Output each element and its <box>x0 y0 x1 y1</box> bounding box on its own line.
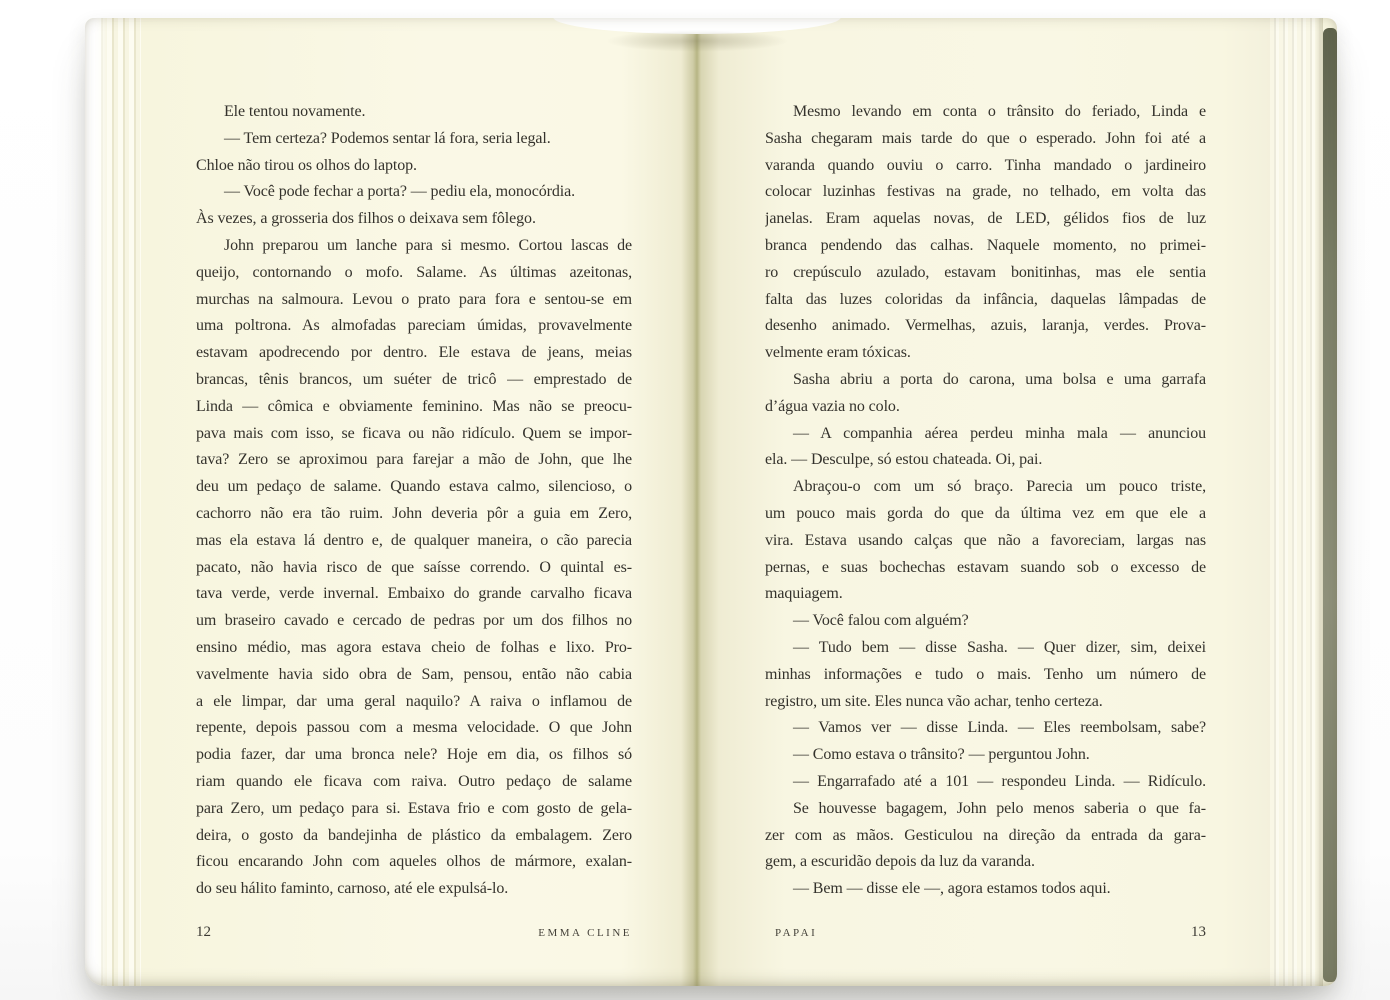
text-line: vavelmente havia sido obra de Sam, pensou, então não cabia <box>196 665 632 683</box>
text-line: queijo, contornando o mofo. Salame. As últimas azeitonas, <box>196 263 632 281</box>
text-line: ficou encarando John com aqueles olhos de mármore, exalan- <box>196 853 632 871</box>
text-line: Sasha abriu a porta do carona, uma bolsa e uma garrafa <box>793 370 1206 388</box>
text-line: Abraçou-o com um só braço. Parecia um pouco triste, <box>793 478 1206 496</box>
text-line: branca pendendo das calhas. Naquele momento, no primei- <box>765 236 1206 254</box>
text-line: Ele tentou novamente. <box>224 103 366 120</box>
text-line: — Tudo bem — disse Sasha. — Quer dizer, sim, deixei <box>793 638 1206 656</box>
page-number-left: 12 <box>196 924 211 940</box>
text-line: registro, um site. Eles nunca vão achar, tenho certeza. <box>765 692 1103 710</box>
text-line: brancas, tênis brancos, um suéter de tricô — emprestado de <box>196 370 632 388</box>
text-line: Se houvesse bagagem, John pelo menos saberia o que fa- <box>793 799 1206 817</box>
text-line: zer com as mãos. Gesticulou na direção da entrada da gara- <box>765 826 1206 844</box>
text-line: pacato, não havia risco de que saísse correndo. O quintal es- <box>196 558 632 576</box>
text-line: — Bem — disse ele —, agora estamos todos aqui. <box>793 880 1111 898</box>
text-line: varanda quando ouviu o carro. Tinha mandado o jardineiro <box>765 156 1206 174</box>
text-line: ensino médio, mas agora estava cheio de folhas e lixo. Pro- <box>196 638 632 656</box>
left-page-text <box>196 99 632 903</box>
page-edges-left <box>85 18 143 986</box>
text-line: Às vezes, a grosseria dos filhos o deixava sem fôlego. <box>196 210 536 228</box>
open-book <box>85 18 1337 986</box>
text-line: — Tem certeza? Podemos sentar lá fora, seria legal. <box>224 129 551 147</box>
text-line: d’água vazia no colo. <box>765 397 900 415</box>
text-line: a ele limpar, dar uma geral naquilo? A raiva o inflamou de <box>196 692 632 710</box>
text-line: Sasha chegaram mais tarde do que o esperado. John foi até a <box>765 129 1206 147</box>
text-line: Chloe não tirou os olhos do laptop. <box>196 156 417 174</box>
text-line: murchas na salmoura. Levou o prato para fora e sentou-se em <box>196 290 632 308</box>
running-footer-author: EMMA CLINE <box>538 927 632 939</box>
page-number-right: 13 <box>1191 924 1206 940</box>
text-line: — A companhia aérea perdeu minha mala — anunciou <box>793 424 1206 442</box>
text-line: deira, o gosto da bandejinha de plástico da embalagem. Zero <box>196 826 632 844</box>
text-line: falta das luzes coloridas da infância, daquelas lâmpadas de <box>765 290 1206 308</box>
text-line: um braseiro cavado e cercado de pedras por um dos filhos no <box>196 612 632 630</box>
text-line: John preparou um lanche para si mesmo. Cortou lascas de <box>224 236 632 254</box>
text-line: colocar luzinhas festivas na grade, no telhado, em volta das <box>765 183 1206 201</box>
text-line: maquiagem. <box>765 585 843 603</box>
text-line: mas ela estava lá dentro e, de qualquer maneira, o cão parecia <box>196 531 632 549</box>
text-line: vira. Estava usando calças que não a favoreciam, largas nas <box>765 531 1206 549</box>
text-line: ro crepúsculo azulado, estavam bonitinhas, mas ele sentia <box>765 263 1206 281</box>
text-line: — Como estava o trânsito? — perguntou John. <box>793 746 1090 764</box>
text-line: tava? Zero se aproximou para farejar a mão de John, que lhe <box>196 451 632 469</box>
text-line: estavam apodrecendo por dentro. Ele estava de jeans, meias <box>196 344 632 362</box>
text-line: gem, a escuridão depois da luz da varanda. <box>765 853 1035 871</box>
running-footer-title: PAPAI <box>775 927 818 939</box>
text-line: Linda — cômica e obviamente feminino. Mas não se preocu- <box>196 397 632 415</box>
back-cover-edge <box>1323 28 1337 982</box>
text-line: — Você pode fechar a porta? — pediu ela, monocórdia. <box>224 183 575 201</box>
text-line: — Você falou com alguém? <box>793 612 969 630</box>
text-line: podia fazer, dar uma bronca nele? Hoje em dia, os filhos só <box>196 746 632 764</box>
text-line: ela. — Desculpe, só estou chateada. Oi, pai. <box>765 451 1043 469</box>
text-line: pava mais com isso, se ficava ou não ridículo. Quem se impor- <box>196 424 632 442</box>
right-page-footer <box>765 924 1206 948</box>
text-line: cachorro não era tão ruim. John deveria pôr a guia em Zero, <box>196 504 632 522</box>
text-line: um pouco mais gorda do que da última vez em que ele a <box>765 504 1206 522</box>
text-line: uma poltrona. As almofadas pareciam úmidas, provavelmente <box>196 317 632 335</box>
left-page-footer <box>196 924 632 948</box>
text-line: tava verde, verde invernal. Embaixo do grande carvalho ficava <box>196 585 632 603</box>
text-line: Mesmo levando em conta o trânsito do feriado, Linda e <box>793 103 1206 120</box>
text-line: desenho animado. Vermelhas, azuis, laranja, verdes. Prova- <box>765 317 1206 335</box>
page-edges-right <box>1270 18 1323 986</box>
text-line: velmente eram tóxicas. <box>765 344 911 362</box>
text-line: do seu hálito faminto, carnoso, até ele expulsá-lo. <box>196 880 509 898</box>
text-line: deu um pedaço de salame. Quando estava calmo, silencioso, o <box>196 478 632 496</box>
text-line: repente, depois passou com a mesma velocidade. O que John <box>196 719 632 737</box>
gutter-top-shadow <box>605 30 789 52</box>
text-line: riam quando ele ficava com raiva. Outro pedaço de salame <box>196 772 632 790</box>
text-line: — Engarrafado até a 101 — respondeu Linda. — Ridículo. <box>793 772 1206 790</box>
text-line: — Vamos ver — disse Linda. — Eles reembolsam, sabe? <box>793 719 1206 737</box>
right-page-text <box>765 99 1206 903</box>
text-line: minhas informações e tudo o mais. Tenho um número de <box>765 665 1206 683</box>
text-line: pernas, e suas bochechas estavam suando sob o excesso de <box>765 558 1206 576</box>
text-line: janelas. Eram aquelas novas, de LED, gélidos fios de luz <box>765 210 1206 228</box>
text-line: para Zero, um pedaço para si. Estava frio e com gosto de gela- <box>196 799 632 817</box>
